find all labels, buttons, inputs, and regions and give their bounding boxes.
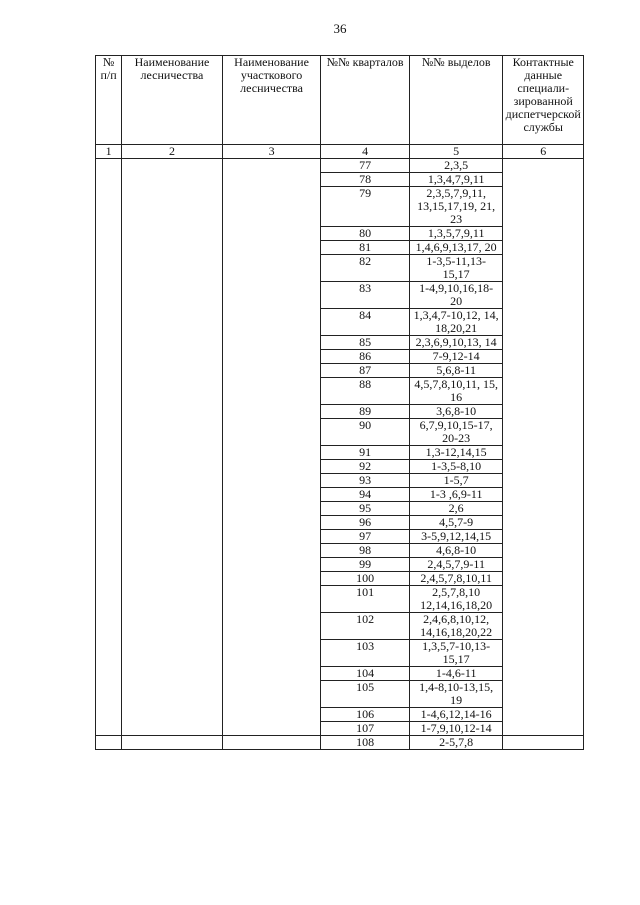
- forest-quarters-table: [95, 55, 584, 750]
- header-row: [96, 56, 584, 145]
- quarter-cell: 81: [321, 241, 410, 255]
- district-forestry-cell: [222, 736, 321, 750]
- quarter-cell: 108: [321, 736, 410, 750]
- plots-cell: 1,3,4,7,9,11: [409, 173, 503, 187]
- column-number-row: [96, 145, 584, 159]
- header-quarters: №№ кварталов: [321, 56, 410, 145]
- dispatch-contacts-cell: [503, 159, 584, 736]
- quarter-cell: 91: [321, 446, 410, 460]
- page-number: 36: [333, 21, 347, 36]
- column-number: 1: [96, 145, 122, 159]
- quarter-cell: 105: [321, 681, 410, 708]
- plots-cell: 7-9,12-14: [409, 350, 503, 364]
- quarter-cell: 107: [321, 722, 410, 736]
- quarter-cell: 101: [321, 586, 410, 613]
- quarter-cell: 96: [321, 516, 410, 530]
- column-number: 4: [321, 145, 410, 159]
- plots-cell: 1,3,5,7,9,11: [409, 227, 503, 241]
- number-cell: [96, 736, 122, 750]
- quarter-cell: 95: [321, 502, 410, 516]
- header-number: № п/п: [96, 56, 122, 145]
- quarter-cell: 102: [321, 613, 410, 640]
- header-dispatch-contacts: Контактные данные специали-зированной диспетчерской службы: [503, 56, 584, 145]
- quarter-cell: 80: [321, 227, 410, 241]
- plots-cell: 1,4-8,10-13,15, 19: [409, 681, 503, 708]
- plots-cell: 2-5,7,8: [409, 736, 503, 750]
- plots-cell: 4,5,7,8,10,11, 15, 16: [409, 378, 503, 405]
- forestry-name-cell: [122, 736, 223, 750]
- plots-cell: 1,3,4,7-10,12, 14, 18,20,21: [409, 309, 503, 336]
- plots-cell: 1,3,5,7-10,13- 15,17: [409, 640, 503, 667]
- plots-cell: 1,3-12,14,15: [409, 446, 503, 460]
- quarter-cell: 85: [321, 336, 410, 350]
- plots-cell: 2,3,5: [409, 159, 503, 173]
- table-row: [96, 159, 584, 173]
- header-forestry-name: Наименование лесничества: [122, 56, 223, 145]
- quarter-cell: 94: [321, 488, 410, 502]
- column-number: 6: [503, 145, 584, 159]
- plots-cell: 1-3,5-11,13- 15,17: [409, 255, 503, 282]
- quarter-cell: 79: [321, 187, 410, 227]
- quarter-cell: 98: [321, 544, 410, 558]
- quarter-cell: 97: [321, 530, 410, 544]
- quarter-cell: 92: [321, 460, 410, 474]
- quarter-cell: 78: [321, 173, 410, 187]
- quarter-cell: 88: [321, 378, 410, 405]
- plots-cell: 1-7,9,10,12-14: [409, 722, 503, 736]
- dispatch-contacts-cell: [503, 736, 584, 750]
- plots-cell: 2,3,6,9,10,13, 14: [409, 336, 503, 350]
- plots-cell: 1-3,5-8,10: [409, 460, 503, 474]
- quarter-cell: 87: [321, 364, 410, 378]
- plots-cell: 3,6,8-10: [409, 405, 503, 419]
- quarter-cell: 100: [321, 572, 410, 586]
- header-plots: №№ выделов: [409, 56, 503, 145]
- plots-cell: 1-4,6,12,14-16: [409, 708, 503, 722]
- plots-cell: 2,3,5,7,9,11, 13,15,17,19, 21, 23: [409, 187, 503, 227]
- quarter-cell: 90: [321, 419, 410, 446]
- quarter-cell: 106: [321, 708, 410, 722]
- plots-cell: 2,4,5,7,8,10,11: [409, 572, 503, 586]
- plots-cell: 5,6,8-11: [409, 364, 503, 378]
- table-body: [96, 159, 584, 750]
- plots-cell: 1-5,7: [409, 474, 503, 488]
- table-row: [96, 736, 584, 750]
- plots-cell: 1-4,9,10,16,18- 20: [409, 282, 503, 309]
- plots-cell: 3-5,9,12,14,15: [409, 530, 503, 544]
- quarter-cell: 93: [321, 474, 410, 488]
- column-number: 5: [409, 145, 503, 159]
- column-number: 3: [222, 145, 321, 159]
- quarter-cell: 89: [321, 405, 410, 419]
- plots-cell: 2,6: [409, 502, 503, 516]
- plots-cell: 1-4,6-11: [409, 667, 503, 681]
- plots-cell: 2,5,7,8,10 12,14,16,18,20: [409, 586, 503, 613]
- plots-cell: 2,4,5,7,9-11: [409, 558, 503, 572]
- quarter-cell: 77: [321, 159, 410, 173]
- quarter-cell: 83: [321, 282, 410, 309]
- quarter-cell: 84: [321, 309, 410, 336]
- quarter-cell: 103: [321, 640, 410, 667]
- plots-cell: 6,7,9,10,15-17, 20-23: [409, 419, 503, 446]
- quarter-cell: 86: [321, 350, 410, 364]
- quarter-cell: 99: [321, 558, 410, 572]
- plots-cell: 1,4,6,9,13,17, 20: [409, 241, 503, 255]
- district-forestry-cell: [222, 159, 321, 736]
- quarter-cell: 82: [321, 255, 410, 282]
- column-number: 2: [122, 145, 223, 159]
- plots-cell: 4,5,7-9: [409, 516, 503, 530]
- forestry-name-cell: [122, 159, 223, 736]
- plots-cell: 1-3 ,6,9-11: [409, 488, 503, 502]
- plots-cell: 2,4,6,8,10,12, 14,16,18,20,22: [409, 613, 503, 640]
- plots-cell: 4,6,8-10: [409, 544, 503, 558]
- quarter-cell: 104: [321, 667, 410, 681]
- number-cell: [96, 159, 122, 736]
- header-district-forestry-name: Наименование участкового лесничества: [222, 56, 321, 145]
